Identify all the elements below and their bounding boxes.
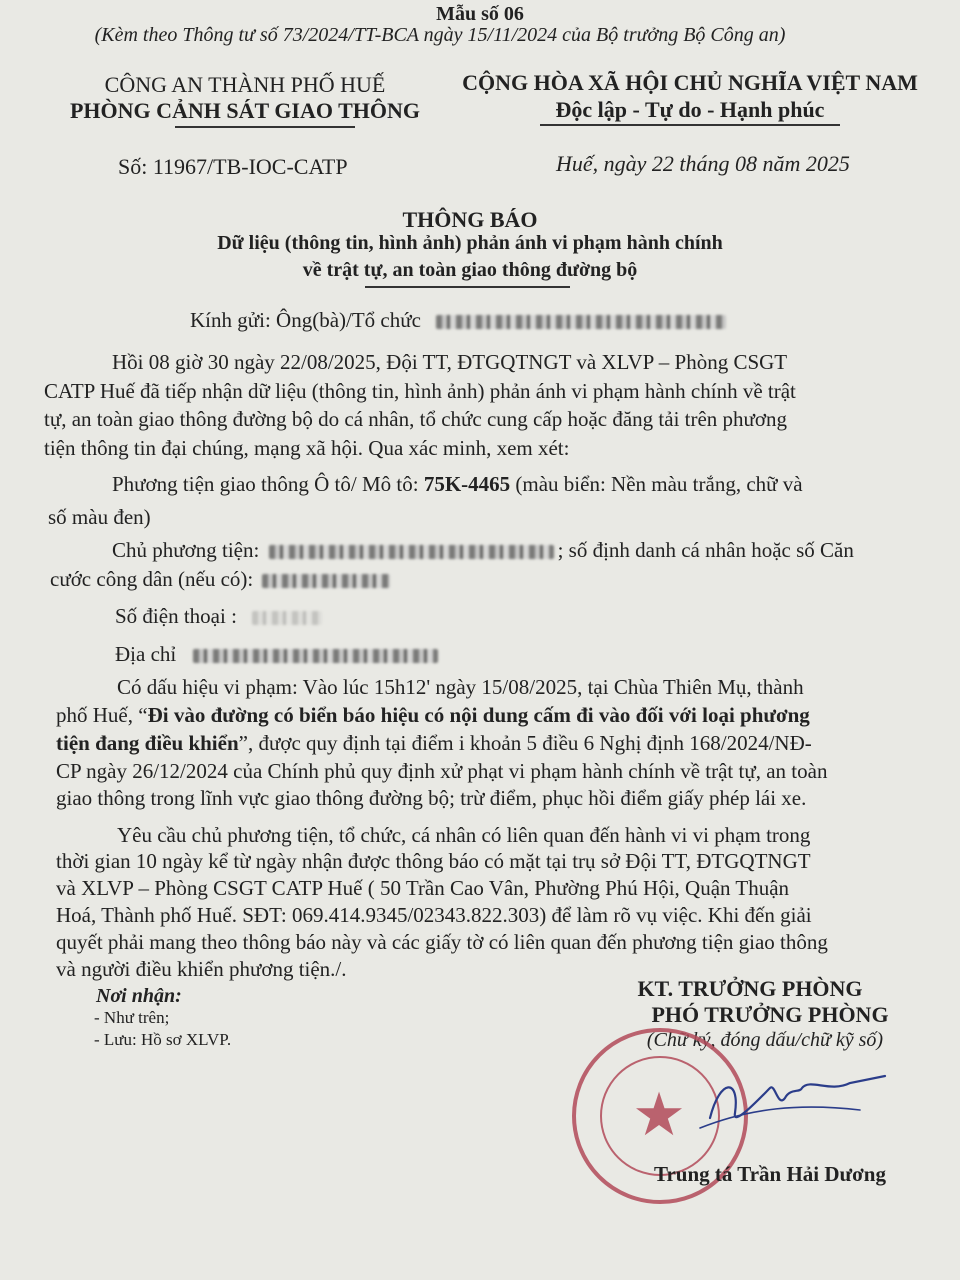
recipients-item-1: - Như trên; bbox=[94, 1008, 170, 1027]
request-line-5: quyết phải mang theo thông báo này và các giấy tờ có liên quan đến phương tiện giao thông bbox=[56, 930, 828, 954]
recipient-line bbox=[190, 308, 726, 333]
signature-note: (Chữ ký, đóng dấu/chữ kỹ số) bbox=[646, 1029, 884, 1051]
star-emblem-icon: ★ bbox=[632, 1080, 686, 1150]
agency-line2: PHÒNG CẢNH SÁT GIAO THÔNG bbox=[69, 98, 420, 123]
nation-underline bbox=[540, 124, 840, 126]
form-number: Mẫu số 06 bbox=[436, 3, 524, 25]
address-line bbox=[115, 642, 438, 667]
vehicle-line-2: số màu đen) bbox=[48, 505, 151, 529]
redacted-recipient bbox=[436, 315, 726, 329]
request-line-6: và người điều khiển phương tiện./. bbox=[56, 957, 347, 981]
phone-line bbox=[115, 604, 322, 629]
phone-label: Số điện thoại : bbox=[115, 604, 237, 628]
doc-number: Số: 11967/TB-IOC-CATP bbox=[118, 154, 348, 179]
violation-behavior-end: tiện đang điều khiển bbox=[56, 731, 239, 755]
title-underline bbox=[365, 286, 570, 288]
id-line bbox=[50, 567, 390, 592]
p1-line-2: CATP Huế đã tiếp nhận dữ liệu (thông tin, hình ảnh) phản ánh vi phạm hành chính về trật bbox=[44, 379, 796, 403]
vehicle-line bbox=[112, 472, 803, 497]
agency-underline bbox=[175, 126, 355, 128]
nation-line2: Độc lập - Tự do - Hạnh phúc bbox=[555, 97, 825, 122]
vehicle-label: Phương tiện giao thông Ô tô/ Mô tô: bbox=[112, 472, 419, 496]
redacted-address bbox=[193, 649, 438, 663]
violation-line-3 bbox=[56, 731, 812, 756]
violation-line-4: CP ngày 26/12/2024 của Chính phủ quy định xử phạt vi phạm hành chính về trật tự, an toàn bbox=[56, 759, 828, 783]
redacted-id bbox=[262, 574, 390, 588]
request-line-1: Yêu cầu chủ phương tiện, tổ chức, cá nhân có liên quan đến hành vi vi phạm trong bbox=[117, 823, 811, 847]
signature-line-1: KT. TRƯỞNG PHÒNG bbox=[637, 976, 863, 1001]
owner-label: Chủ phương tiện: bbox=[112, 538, 260, 562]
violation-place: phố Huế, “ bbox=[56, 703, 148, 727]
request-line-3: và XLVP – Phòng CSGT CATP Huế ( 50 Trần Cao Vân, Phường Phú Hội, Quận Thuận bbox=[56, 876, 790, 900]
violation-line-1: Có dấu hiệu vi phạm: Vào lúc 15h12' ngày 15/08/2025, tại Chùa Thiên Mụ, thành bbox=[117, 675, 804, 699]
p1-line-1: Hồi 08 giờ 30 ngày 22/08/2025, Đội TT, ĐTGQTNGT và XLVP – Phòng CSGT bbox=[112, 350, 788, 374]
handwritten-signature bbox=[690, 1058, 890, 1138]
redacted-owner bbox=[269, 545, 554, 559]
violation-line-5: giao thông trong lĩnh vực giao thông đường bộ; trừ điểm, phục hồi điểm giấy phép lái xe. bbox=[56, 786, 807, 810]
owner-suffix: ; số định danh cá nhân hoặc số Căn bbox=[557, 538, 854, 562]
signer-name: Trung tá Trần Hải Dương bbox=[654, 1162, 886, 1186]
request-line-2: thời gian 10 ngày kể từ ngày nhận được thông báo có mặt tại trụ sở Đội TT, ĐTGQTNGT bbox=[56, 849, 811, 873]
agency-line1: CÔNG AN THÀNH PHỐ HUẾ bbox=[104, 72, 386, 97]
recipients-item-2: - Lưu: Hồ sơ XLVP. bbox=[94, 1030, 232, 1049]
place-date: Huế, ngày 22 tháng 08 năm 2025 bbox=[556, 151, 850, 176]
nation-line1: CỘNG HÒA XÃ HỘI CHỦ NGHĨA VIỆT NAM bbox=[462, 70, 918, 95]
violation-line-2 bbox=[56, 703, 810, 728]
form-attached-note: (Kèm theo Thông tư số 73/2024/TT-BCA ngày 15/11/2024 của Bộ trưởng Bộ Công an) bbox=[94, 24, 786, 46]
p1-line-4: tiện thông tin đại chúng, mạng xã hội. Qua xác minh, xem xét: bbox=[44, 436, 570, 460]
address-label: Địa chỉ bbox=[115, 642, 177, 666]
recipients-title: Nơi nhận: bbox=[96, 985, 182, 1007]
doc-subtitle-1: Dữ liệu (thông tin, hình ảnh) phản ánh vi phạm hành chính bbox=[217, 232, 723, 254]
request-line-4: Hoá, Thành phố Huế. SĐT: 069.414.9345/02343.822.303) để làm rõ vụ việc. Khi đến giải bbox=[56, 903, 812, 927]
violation-regulation: ”, được quy định tại điểm i khoản 5 điều 6 Nghị định 168/2024/NĐ- bbox=[238, 731, 812, 755]
doc-title: THÔNG BÁO bbox=[402, 207, 538, 232]
recipient-label: Kính gửi: Ông(bà)/Tổ chức bbox=[190, 308, 421, 332]
vehicle-plate: 75K-4465 bbox=[423, 472, 511, 496]
vehicle-plate-color: (màu biển: Nền màu trắng, chữ và bbox=[515, 472, 803, 496]
signature-line-2: PHÓ TRƯỞNG PHÒNG bbox=[651, 1002, 889, 1027]
p1-line-3: tự, an toàn giao thông đường bộ do cá nhân, tổ chức cung cấp hoặc đăng tải trên phương bbox=[44, 407, 788, 431]
violation-behavior: Đi vào đường có biển báo hiệu có nội dung cấm đi vào đối với loại phương bbox=[147, 703, 810, 727]
doc-subtitle-2: về trật tự, an toàn giao thông đường bộ bbox=[302, 259, 638, 281]
id-label: cước công dân (nếu có): bbox=[50, 567, 254, 591]
redacted-phone bbox=[252, 611, 322, 625]
owner-line bbox=[112, 538, 854, 563]
